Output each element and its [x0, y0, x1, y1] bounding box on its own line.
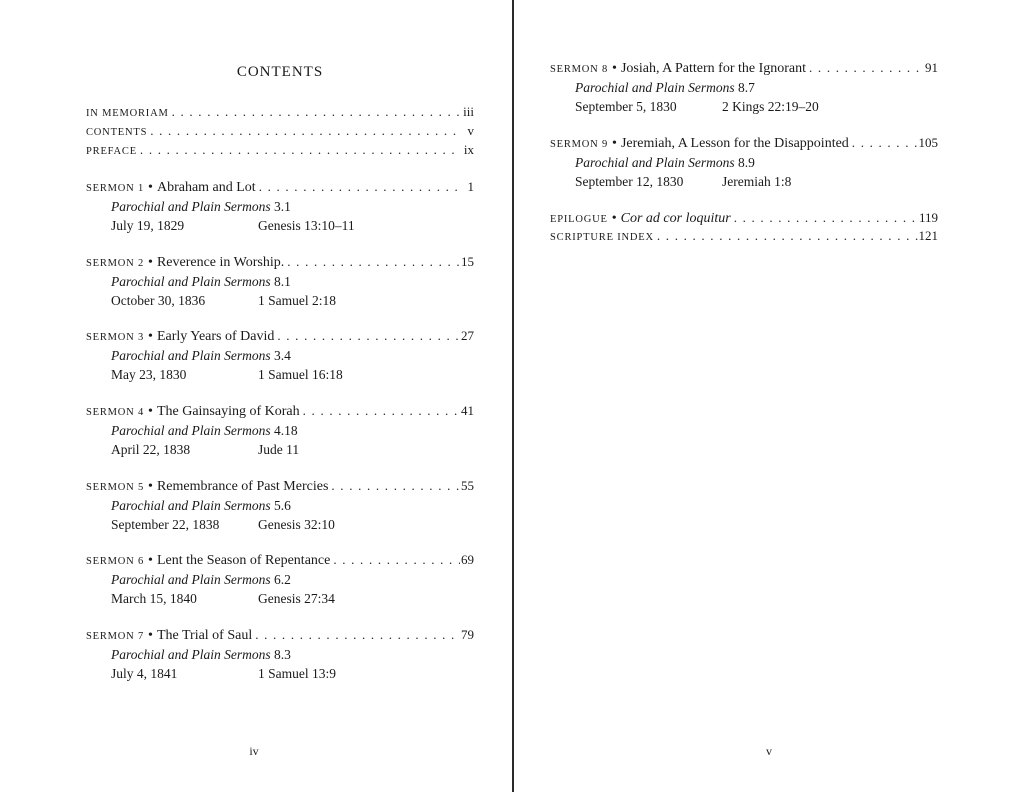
entry-label: IN MEMORIAM — [86, 108, 169, 119]
sermon-date: April 22, 1838 — [111, 442, 191, 457]
page-number: iii — [463, 104, 474, 119]
dot-leader — [806, 60, 924, 76]
sermon-title: Jeremiah, A Lesson for the Disappointed — [620, 136, 849, 151]
dot-leader — [731, 210, 919, 226]
sermon-date: July 4, 1841 — [111, 666, 178, 681]
sermon-title: Early Years of David — [156, 329, 275, 344]
epilogue-title: Cor ad cor loquitur — [620, 211, 731, 226]
entry-label: EPILOGUE — [550, 214, 608, 225]
dot-leader — [169, 104, 460, 120]
dot-leader — [849, 135, 919, 151]
bullet-separator: • — [612, 136, 617, 151]
source-number: 3.1 — [274, 199, 291, 214]
source-title: Parochial and Plain Sermons — [111, 199, 271, 214]
sermon-source — [86, 645, 474, 664]
source-number: 4.18 — [274, 423, 298, 438]
toc-entry-sermon-5 — [86, 477, 474, 534]
sermon-source — [86, 496, 474, 515]
page-number: 105 — [918, 135, 938, 150]
source-number: 3.4 — [274, 348, 291, 363]
source-title: Parochial and Plain Sermons — [111, 647, 271, 662]
bullet-separator: • — [611, 211, 617, 226]
sermon-source — [550, 78, 938, 97]
sermon-meta — [86, 216, 474, 235]
toc-entry-epilogue[interactable] — [550, 209, 938, 228]
sermon-verse: 1 Samuel 16:18 — [258, 367, 343, 382]
source-title: Parochial and Plain Sermons — [111, 274, 271, 289]
dot-leader — [252, 627, 460, 643]
sermon-date: March 15, 1840 — [111, 591, 197, 606]
source-number: 5.6 — [274, 498, 291, 513]
sermon-label: SERMON 2 — [86, 258, 145, 269]
bullet-separator: • — [148, 553, 153, 568]
page-number: ix — [463, 142, 474, 157]
source-title: Parochial and Plain Sermons — [111, 348, 271, 363]
source-number: 8.1 — [274, 274, 291, 289]
toc-entry-scripture-index[interactable] — [550, 228, 938, 247]
dot-leader — [330, 552, 460, 568]
sermon-date: October 30, 1836 — [111, 293, 206, 308]
toc-entry-sermon-9 — [550, 134, 938, 191]
sermon-heading[interactable] — [550, 59, 938, 78]
page-number: 41 — [461, 403, 474, 418]
toc-entry-contents[interactable] — [86, 123, 474, 142]
page-number: 91 — [925, 60, 938, 75]
sermon-label: SERMON 1 — [86, 183, 145, 194]
sermon-heading[interactable] — [86, 551, 474, 570]
toc-entry-sermon-3 — [86, 327, 474, 384]
dot-leader — [137, 142, 460, 158]
sermon-heading[interactable] — [86, 626, 474, 645]
entry-label: SCRIPTURE INDEX — [550, 232, 654, 243]
toc-entry-in-memoriam[interactable] — [86, 104, 474, 123]
sermon-heading[interactable] — [86, 477, 474, 496]
dot-leader — [300, 403, 460, 419]
sermon-meta — [86, 515, 474, 534]
sermon-title: Remembrance of Past Mercies — [156, 479, 329, 494]
sermon-date: September 22, 1838 — [111, 517, 220, 532]
dot-leader — [654, 228, 919, 244]
sermon-title: The Trial of Saul — [156, 628, 253, 643]
page-folio-left: iv — [249, 744, 259, 758]
entry-label: PREFACE — [86, 146, 137, 157]
sermon-heading[interactable] — [86, 327, 474, 346]
source-title: Parochial and Plain Sermons — [111, 423, 271, 438]
page-number: 1 — [467, 179, 474, 194]
sermon-heading[interactable] — [86, 402, 474, 421]
source-number: 8.9 — [738, 155, 755, 170]
sermon-verse: 2 Kings 22:19–20 — [722, 99, 819, 114]
page-number: 15 — [461, 254, 474, 269]
sermon-heading[interactable] — [550, 134, 938, 153]
toc-entry-sermon-2 — [86, 253, 474, 310]
sermon-title: Lent the Season of Repentance — [156, 553, 331, 568]
sermon-verse: Genesis 13:10–11 — [258, 218, 355, 233]
sermon-label: SERMON 4 — [86, 407, 145, 418]
sermon-meta — [550, 172, 938, 191]
sermon-label: SERMON 7 — [86, 631, 145, 642]
sermon-heading[interactable] — [86, 253, 474, 272]
sermon-label: SERMON 6 — [86, 556, 145, 567]
sermon-source — [86, 346, 474, 365]
dot-leader — [147, 123, 460, 139]
dot-leader — [256, 179, 460, 195]
sermon-meta — [86, 365, 474, 384]
source-number: 8.7 — [738, 80, 755, 95]
sermon-title: Reverence in Worship. — [156, 255, 285, 270]
toc-entry-sermon-8 — [550, 59, 938, 116]
dot-leader — [328, 478, 460, 494]
sermon-date: September 12, 1830 — [575, 174, 684, 189]
sermon-verse: 1 Samuel 13:9 — [258, 666, 336, 681]
contents-heading: CONTENTS — [236, 64, 324, 80]
bullet-separator: • — [148, 255, 153, 270]
page-number: 121 — [918, 228, 938, 243]
sermon-verse: Jude 11 — [258, 442, 300, 457]
sermon-verse: Jeremiah 1:8 — [722, 174, 792, 189]
toc-entry-preface[interactable] — [86, 142, 474, 161]
source-number: 8.3 — [274, 647, 291, 662]
sermon-source — [86, 197, 474, 216]
sermon-meta — [86, 291, 474, 310]
source-title: Parochial and Plain Sermons — [575, 80, 735, 95]
sermon-label: SERMON 5 — [86, 482, 145, 493]
sermon-verse: 1 Samuel 2:18 — [258, 293, 336, 308]
toc-entry-sermon-7 — [86, 626, 474, 683]
bullet-separator: • — [148, 404, 153, 419]
sermon-source — [550, 153, 938, 172]
right-page — [514, 0, 1024, 792]
sermon-date: July 19, 1829 — [111, 218, 185, 233]
front-matter-list — [86, 104, 474, 161]
toc-entry-sermon-4 — [86, 402, 474, 459]
dot-leader — [274, 328, 460, 344]
source-title: Parochial and Plain Sermons — [111, 572, 271, 587]
source-title: Parochial and Plain Sermons — [111, 498, 271, 513]
sermon-label: SERMON 9 — [550, 139, 609, 150]
sermon-title: Josiah, A Pattern for the Ignorant — [620, 61, 807, 76]
page-number: 119 — [918, 210, 938, 225]
sermon-meta — [86, 440, 474, 459]
sermon-meta — [550, 97, 938, 116]
sermon-heading[interactable] — [86, 178, 474, 197]
bullet-separator: • — [148, 479, 153, 494]
page-number: 69 — [461, 552, 474, 567]
sermon-source — [86, 570, 474, 589]
page-number: 27 — [461, 328, 474, 343]
sermon-source — [86, 421, 474, 440]
source-title: Parochial and Plain Sermons — [575, 155, 735, 170]
page-number: v — [467, 123, 474, 138]
sermon-title: Abraham and Lot — [156, 180, 256, 195]
bullet-separator: • — [612, 61, 617, 76]
sermon-title: The Gainsaying of Korah — [156, 404, 300, 419]
sermon-label: SERMON 8 — [550, 64, 609, 75]
source-number: 6.2 — [274, 572, 291, 587]
sermon-label: SERMON 3 — [86, 332, 145, 343]
entry-label: CONTENTS — [86, 127, 148, 138]
page-number: 79 — [461, 627, 474, 642]
bullet-separator: • — [148, 628, 153, 643]
toc-entry-sermon-6 — [86, 551, 474, 608]
back-matter-list — [550, 209, 938, 247]
sermon-date: May 23, 1830 — [111, 367, 187, 382]
sermon-source — [86, 272, 474, 291]
sermon-verse: Genesis 27:34 — [258, 591, 335, 606]
page-folio-right: v — [766, 744, 772, 758]
bullet-separator: • — [148, 329, 153, 344]
sermon-meta — [86, 589, 474, 608]
dot-leader — [284, 254, 460, 270]
sermon-date: September 5, 1830 — [575, 99, 677, 114]
sermon-meta — [86, 664, 474, 683]
toc-entry-sermon-1 — [86, 178, 474, 235]
bullet-separator: • — [148, 180, 153, 195]
page-number: 55 — [461, 478, 474, 493]
sermon-verse: Genesis 32:10 — [258, 517, 335, 532]
